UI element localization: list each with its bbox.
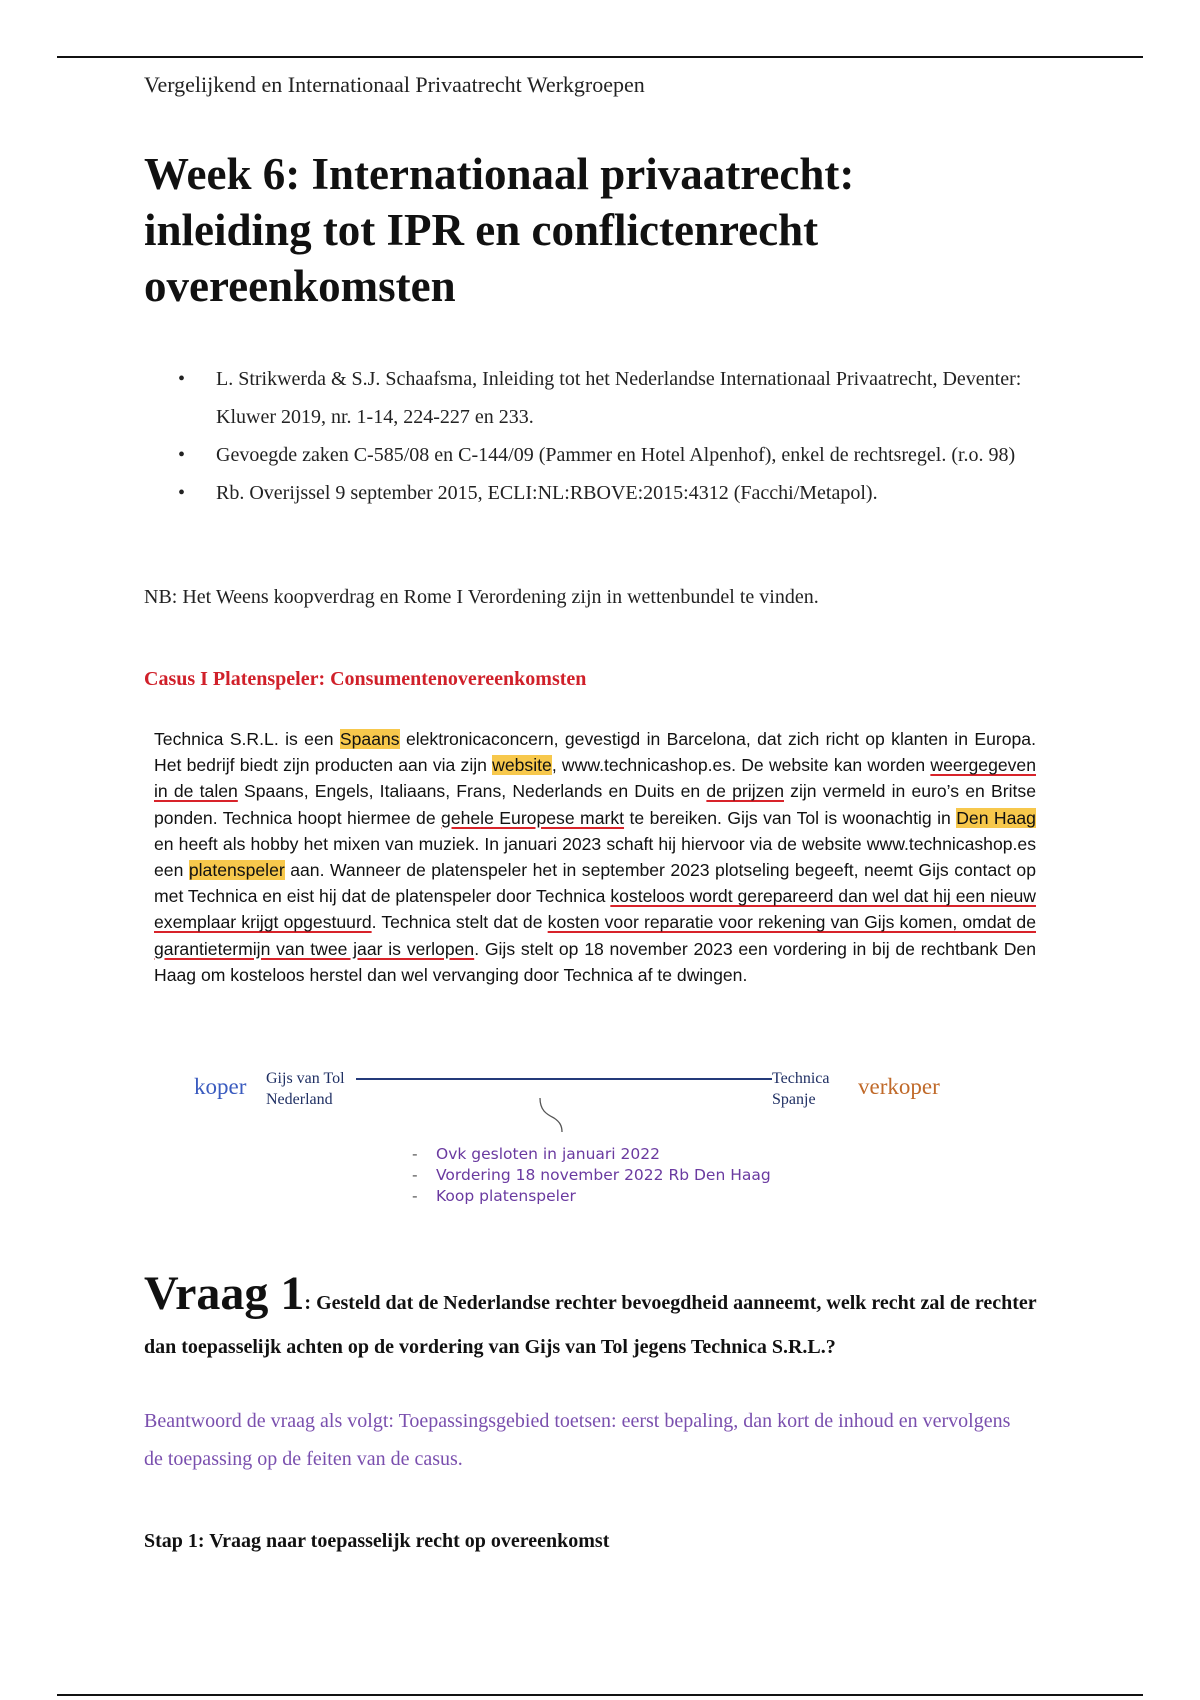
buyer-name: Gijs van Tol — [266, 1070, 345, 1087]
casus-segment: elektronicaconcern, gevestigd in Barcelona, dat zich richt op klanten in Europa. Het bedrijf biedt zijn producten aan via zijn — [154, 729, 1036, 776]
diagram-note: - Ovk gesloten in januari 2022 — [408, 1144, 771, 1165]
underline-kosten: kosten voor reparatie voor rekening van Gijs komen, omdat de garantietermijn van twee jaar is verlopen — [154, 912, 1036, 959]
buyer-role-label: koper — [194, 1074, 247, 1099]
question-text: : Gesteld dat de Nederlandse rechter bevoegdheid aanneemt, welk recht zal de rechter dan toepasselijk achten op de vordering van Gijs van Tol jegens Technica S.R.L.? — [144, 1292, 1037, 1358]
reference-item: • Rb. Overijssel 9 september 2015, ECLI:NL:RBOVE:2015:4312 (Facchi/Metapol). — [144, 474, 1044, 512]
bottom-rule — [57, 1694, 1143, 1696]
buyer-country: Nederland — [266, 1091, 333, 1108]
step-1-heading: Stap 1: Vraag naar toepasselijk recht op overeenkomst — [144, 1530, 610, 1552]
buyer-party — [266, 1068, 345, 1110]
title-line: inleiding tot IPR en conflictenrecht — [144, 205, 819, 255]
page-header: Vergelijkend en Internationaal Privaatrecht Werkgroepen — [144, 72, 645, 97]
underline-prijzen: de prijzen — [706, 781, 784, 802]
seller-country: Spanje — [772, 1091, 816, 1108]
title-line: Week 6: Internationaal privaatrecht: — [144, 149, 855, 199]
underline-kosteloos: kosteloos wordt gerepareerd dan wel dat hij een nieuw exemplaar krijgt opgestuurd — [154, 886, 1036, 933]
casus-segment: aan. Wanneer de platenspeler het in september 2023 plotseling begeeft, neemt Gijs contact op met Technica en eist hij dat de platenspeler door Technica — [154, 860, 1036, 907]
question-1 — [144, 1267, 1044, 1369]
casus-segment: . Technica stelt dat de — [371, 912, 548, 933]
casus-segment: Spaans, Engels, Italiaans, Frans, Nederlands en Duits en — [237, 781, 707, 802]
casus-text — [154, 726, 1036, 988]
diagram-notes — [408, 1144, 771, 1207]
underline-europese-markt: gehele Europese markt — [441, 807, 625, 828]
nb-note: NB: Het Weens koopverdrag en Rome I Verordening zijn in wettenbundel te vinden. — [144, 586, 819, 608]
diagram-note: - Koop platenspeler — [408, 1186, 771, 1207]
casus-segment: zijn vermeld in euro’s en Britse ponden. Technica hoopt hiermee de — [154, 781, 1037, 828]
seller-role-label: verkoper — [858, 1074, 940, 1099]
casus-segment: . Gijs stelt op 18 november 2023 een vordering in bij de rechtbank Den Haag om kosteloos herstel dan wel vervanging door Technica af te dwingen. — [154, 938, 1037, 985]
answer-instruction: Beantwoord de vraag als volgt: Toepassingsgebied toetsen: eerst bepaling, dan kort de inhoud en vervolgens de toepassing op de feiten van de casus. — [144, 1410, 1011, 1470]
contract-line — [356, 1078, 772, 1080]
highlight-spaans: Spaans — [339, 729, 400, 749]
seller-party — [772, 1068, 830, 1110]
question-label: Vraag 1 — [144, 1267, 305, 1320]
pointer-curve-icon — [536, 1096, 576, 1136]
seller-name: Technica — [772, 1070, 830, 1087]
highlight-platenspeler: platenspeler — [188, 860, 285, 881]
top-rule — [57, 56, 1143, 58]
casus-segment: te bereiken. Gijs van Tol is woonachtig in — [624, 807, 957, 828]
casus-segment: en heeft als hobby het mixen van muziek. In januari 2023 schaft hij hiervoor via de website www.technicashop.es een — [154, 833, 1036, 881]
page-title — [144, 146, 1044, 314]
parties-diagram — [180, 1056, 980, 1216]
title-line: overeenkomsten — [144, 261, 456, 311]
underline-talen: weergegeven in de talen — [154, 755, 1036, 802]
casus-title: Casus I Platenspeler: Consumentenovereenkomsten — [144, 668, 587, 690]
diagram-note: - Vordering 18 november 2022 Rb Den Haag — [408, 1165, 771, 1186]
casus-segment: , www.technicashop.es. De website kan worden — [551, 755, 931, 776]
highlight-website: website — [492, 755, 552, 776]
highlight-den-haag: Den Haag — [956, 807, 1036, 828]
reference-item: • L. Strikwerda & S.J. Schaafsma, Inleiding tot het Nederlandse Internationaal Privaatrecht, Deventer: Kluwer 2019, nr. 1-14, 224-227 en 233. — [144, 360, 1044, 436]
reference-item: • Gevoegde zaken C-585/08 en C-144/09 (Pammer en Hotel Alpenhof), enkel de rechtsregel. (r.o. 98) — [144, 436, 1044, 474]
casus-segment: Technica S.R.L. is een — [154, 729, 340, 749]
reference-list — [144, 360, 1044, 512]
